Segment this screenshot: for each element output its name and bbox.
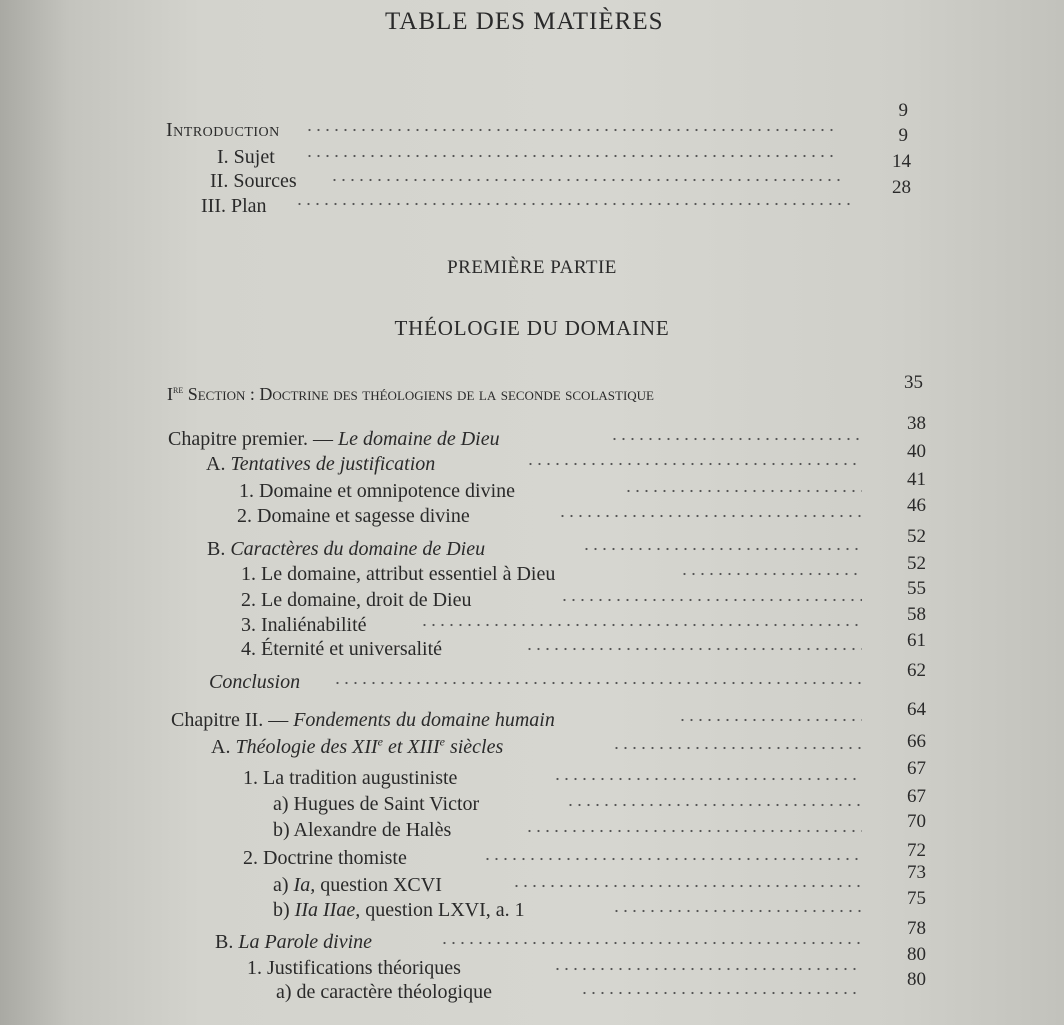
toc-subsection: [206, 452, 435, 476]
subsection-title: Caractères du domaine de Dieu: [230, 538, 486, 560]
toc-entry: II. Sources: [210, 170, 297, 192]
page-number: 52: [907, 526, 926, 547]
leader-dots: [526, 462, 862, 466]
title-sup: e: [377, 734, 383, 749]
subsection-title: Tentatives de justification: [230, 453, 436, 475]
toc-entry: 1. Justifications théoriques: [247, 957, 461, 979]
toc-entry: [273, 873, 442, 897]
section-sup: re: [173, 382, 184, 396]
toc-entry: 1. Le domaine, attribut essentiel à Dieu: [241, 563, 556, 585]
leader-dots: [610, 437, 862, 441]
chapter-label: Chapitre premier. —: [168, 428, 338, 450]
page-number: 80: [907, 944, 926, 965]
toc-entry: b) Alexandre de Halès: [273, 819, 452, 841]
leader-dots: [483, 857, 862, 861]
toc-entry: 3. Inaliénabilité: [241, 614, 367, 636]
toc-subsection: [207, 537, 485, 561]
page-number: 62: [907, 660, 926, 681]
page-number: 67: [907, 758, 926, 779]
leader-dots: [420, 623, 862, 627]
title-sup: e: [439, 734, 445, 749]
page-number: 73: [907, 862, 926, 883]
leader-dots: [553, 777, 862, 781]
page-number: 67: [907, 786, 926, 807]
toc-entry-introduction: Introduction: [166, 119, 280, 141]
toc-entry: 2. Le domaine, droit de Dieu: [241, 589, 472, 611]
page-number: 41: [907, 469, 926, 490]
leader-dots: [582, 547, 862, 551]
page-title: TABLE DES MATIÈRES: [385, 8, 664, 35]
entry-prefix: a): [273, 874, 294, 896]
toc-entry: 1. La tradition augustiniste: [243, 767, 458, 789]
subsection-title: La Parole divine: [238, 931, 373, 953]
entry-prefix: b): [273, 899, 295, 921]
page-number: 64: [907, 699, 926, 720]
leader-dots: [512, 884, 862, 888]
page-number: 9: [898, 100, 908, 121]
subsection-title: [235, 736, 503, 758]
section-prefix: I: [167, 384, 173, 404]
page-number: 46: [907, 495, 926, 516]
page-number: 52: [907, 553, 926, 574]
entry-italic: IIa IIae,: [294, 899, 361, 921]
entry-italic: Ia,: [293, 874, 316, 896]
toc-subsection: [215, 930, 372, 954]
page-number: 80: [907, 969, 926, 990]
subsection-label: B.: [207, 538, 231, 560]
toc-entry: I. Sujet: [217, 146, 275, 168]
page-number: 78: [907, 918, 926, 939]
leader-dots: [333, 681, 862, 685]
part-title: THÉOLOGIE DU DOMAINE: [394, 316, 670, 340]
section-heading: [167, 382, 654, 406]
toc-entry: 1. Domaine et omnipotence divine: [239, 480, 516, 502]
entry-text: question LXVI, a. 1: [360, 899, 525, 921]
leader-dots: [295, 202, 850, 206]
leader-dots: [525, 829, 862, 833]
chapter-label: Chapitre II. —: [171, 709, 294, 731]
subsection-label: A.: [206, 453, 231, 475]
chapter-title: Le domaine de Dieu: [337, 428, 500, 450]
leader-dots: [624, 489, 862, 493]
page-number: 38: [907, 413, 926, 434]
toc-entry: a) de caractère théologique: [276, 981, 492, 1003]
leader-dots: [558, 514, 862, 518]
leader-dots: [440, 941, 862, 945]
subsection-label: B.: [215, 931, 239, 953]
leader-dots: [612, 746, 862, 750]
leader-dots: [580, 991, 862, 995]
page-number: 66: [907, 731, 926, 752]
toc-entry: a) Hugues de Saint Victor: [273, 793, 480, 815]
title-part: Théologie des XII: [235, 736, 378, 758]
toc-conclusion: [209, 670, 300, 694]
leader-dots: [566, 803, 862, 807]
toc-entry: 2. Doctrine thomiste: [243, 847, 407, 869]
leader-dots: [305, 128, 835, 132]
page-number: 70: [907, 811, 926, 832]
leader-dots: [678, 718, 862, 722]
title-part: et XIII: [382, 736, 440, 758]
subsection-label: A.: [211, 736, 236, 758]
page-number: 72: [907, 840, 926, 861]
toc-entry: 2. Domaine et sagesse divine: [237, 505, 470, 527]
title-part: siècles: [444, 736, 504, 758]
leader-dots: [305, 154, 835, 158]
leader-dots: [612, 909, 862, 913]
leader-dots: [560, 598, 862, 602]
page-number: 35: [904, 372, 923, 393]
page-number: 58: [907, 604, 926, 625]
section-text: Section : Doctrine des théologiens de la seconde scolastique: [183, 384, 654, 404]
chapter-heading: [171, 708, 555, 732]
part-heading: PREMIÈRE PARTIE: [447, 257, 617, 278]
chapter-title: Fondements du domaine humain: [293, 709, 555, 731]
toc-entry: [273, 898, 525, 922]
page-number: 14: [892, 151, 911, 172]
page-number: 40: [907, 441, 926, 462]
leader-dots: [525, 647, 862, 651]
page-number: 9: [898, 125, 908, 146]
leader-dots: [330, 178, 840, 182]
leader-dots: [553, 967, 862, 971]
toc-subsection: [211, 735, 503, 759]
leader-dots: [680, 572, 862, 576]
entry-text: question XCVI: [315, 874, 442, 896]
chapter-heading: [168, 427, 500, 451]
page-number: 75: [907, 888, 926, 909]
page-number: 28: [892, 177, 911, 198]
page-number: 55: [907, 578, 926, 599]
toc-entry: 4. Éternité et universalité: [241, 638, 443, 660]
page-number: 61: [907, 630, 926, 651]
conclusion-title: Conclusion: [209, 671, 301, 693]
toc-entry: III. Plan: [201, 195, 267, 217]
